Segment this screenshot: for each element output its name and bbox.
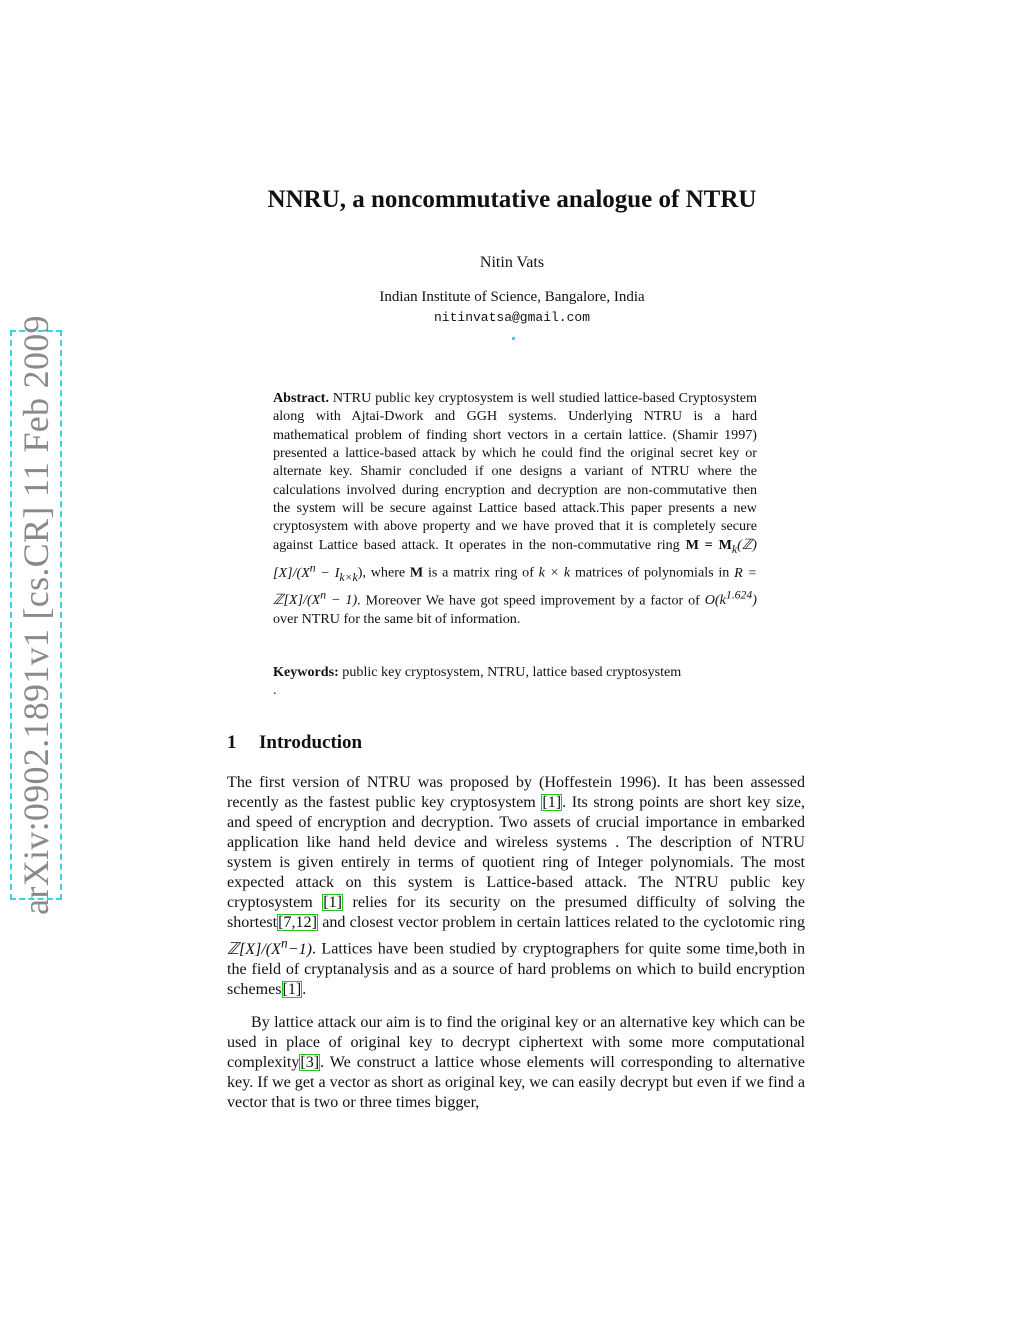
paper-title: NNRU, a noncommutative analogue of NTRU [267,186,757,213]
paragraph-text: . Its strong points are short key size, and speed of encryption and decryption. Two assets of crucial importance in embarked application like hand held device and wireless systems . The description of NTRU system is given entirely in terms of quotient ring of Integer polynomials. The most expected attack on this system is Lattice-based attack. The NTRU public key cryptosystem [227,794,805,912]
paragraph-text: The first version of NTRU was proposed by (Hoffestein 1996). It has been assessed recently as the fastest public key cryptosystem [227,774,805,812]
citation-link[interactable]: [1] [542,794,562,812]
section-title: Introduction [259,732,363,753]
paragraph-text: relies for its security on the presumed difficulty of solving the shortest [227,894,805,932]
abstract-text: matrices of polynomials in [570,564,735,581]
math-part: (ℤ)[X]/(X [273,536,757,581]
math-sup: n [281,935,288,951]
author-email[interactable]: nitinvatsa@gmail.com [433,310,591,325]
author-name: Nitin Vats [479,254,545,271]
abstract [273,389,757,628]
abstract-label: Abstract. [273,390,329,406]
keywords-trailing: . [273,682,277,699]
citation-link[interactable]: [7,12] [278,914,317,932]
math-part: ) [752,592,757,609]
abstract-text: over NTRU for the same bit of information. [273,610,521,627]
abstract-text: . Moreover We have got speed improvement by a factor of [357,592,705,609]
math-part: M = M [685,536,732,553]
decorative-dot [512,337,515,340]
math-part: − I [315,564,340,581]
math-sup: n [309,560,316,574]
math-sub: k [731,542,738,556]
abstract-text: is a matrix ring of [423,564,539,581]
paragraph-text: . We construct a lattice whose elements will corresponding to alternative key. If we get a vector as short as original key, we can easily decrypt but even if we find a vector that is two or three times bigger, [227,1054,805,1112]
intro-paragraph-2 [227,1013,805,1113]
author-affiliation: Indian Institute of Science, Bangalore, India [379,289,645,305]
arxiv-stamp [10,315,62,915]
citation-link[interactable]: [3] [300,1054,320,1072]
arxiv-identifier: arXiv:0902.1891v1 [cs.CR] 11 Feb 2009 [16,315,57,915]
section-heading [227,732,362,754]
math-sup: n [320,588,327,602]
keywords [273,663,757,700]
math-sub: k×k [339,570,358,584]
math-sup: 1.624 [725,588,753,602]
paragraph-text: By lattice attack our aim is to find the original key or an alternative key which can be used in place of original key to decrypt ciphertext with some more computational complexity [227,1014,805,1072]
section-number: 1 [227,732,237,753]
paragraph-text: . [302,980,307,998]
abstract-text: ), where [357,564,410,581]
keywords-label: Keywords: [273,664,339,680]
math-k-by-k: k × k [538,564,571,581]
math-speedup [704,588,757,609]
citation-link[interactable]: [1] [282,980,302,998]
math-M: M [409,564,424,581]
abstract-text: NTRU public key cryptosystem is well studied lattice-based Cryptosystem along with Ajtai-Dwork and GGH systems. Underlying NTRU is a hard mathematical problem of finding short vectors in a certain lattice. (Shamir 1997) presented a lattice-based attack by which he could find the original secret key or alternate key. Shamir concluded if one designs a variant of NTRU where the calculations involved during encryption and decryption are non-commutative then the system will be secure against Lattice based attack.This paper presents a new cryptosystem with above property and we have proved that it is completely secure against Lattice based attack. It operates in the non-commutative ring [273,390,757,553]
math-part: −1) [287,940,312,958]
intro-paragraph-1 [227,773,805,1000]
paragraph-text: and closest vector problem in certain lattices related to the cyclotomic ring [317,914,805,932]
math-part: O(k [704,592,726,609]
citation-link[interactable]: [1] [323,894,343,912]
math-cyclotomic-ring [227,935,312,958]
paragraph-text: . Lattices have been studied by cryptographers for quite some time,both in the field of cryptanalysis and as a source of hard problems on which to build encryption schemes [227,940,805,998]
math-part: ℤ[X]/(X [227,940,282,958]
math-part: − 1) [326,592,358,609]
math-part: R = ℤ[X]/(X [273,564,757,609]
keywords-text: public key cryptosystem, NTRU, lattice based cryptosystem [342,664,682,680]
